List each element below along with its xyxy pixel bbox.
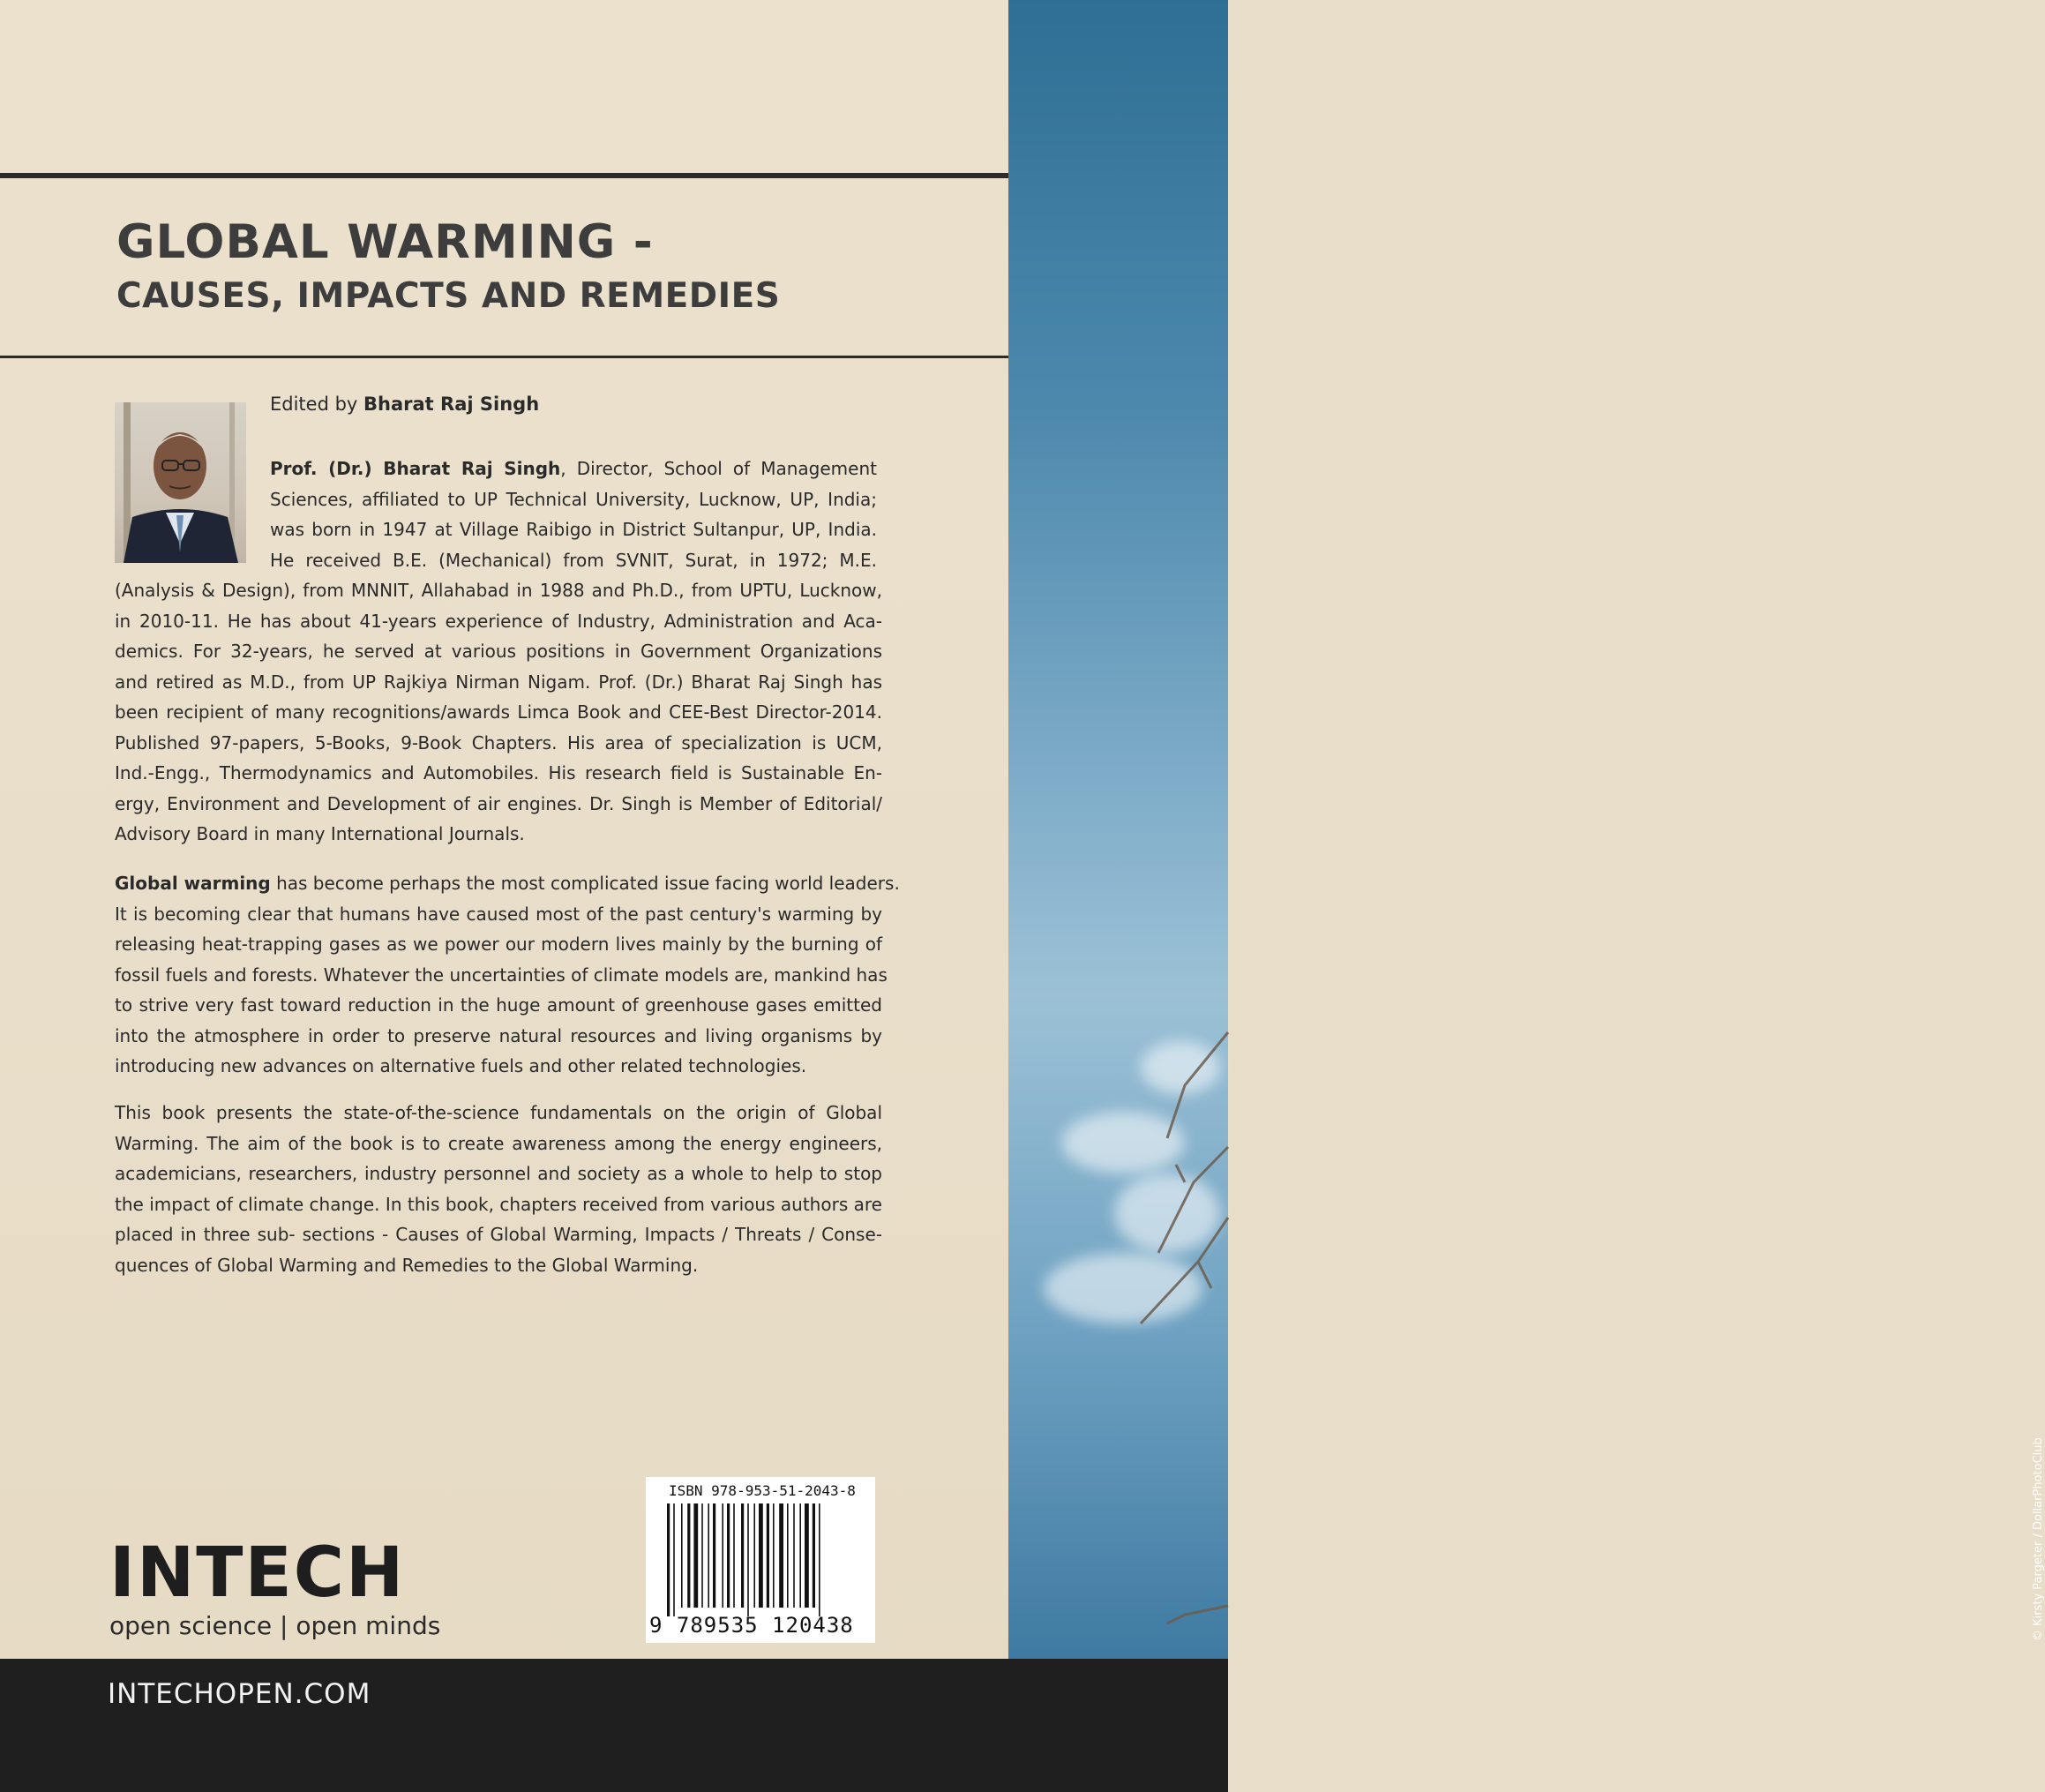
publisher-tagline: open science | open minds <box>109 1611 441 1640</box>
barcode-bar <box>787 1503 789 1608</box>
global-warming-paragraph <box>115 868 900 1082</box>
bio-line: Published 97-papers, 5-Books, 9-Book Chapters. His area of specialization is UCM, <box>115 731 882 754</box>
isbn-barcode <box>646 1477 875 1643</box>
barcode-bar <box>767 1503 769 1608</box>
barcode-bar <box>813 1503 815 1608</box>
barcode-bar <box>667 1503 670 1616</box>
barcode-bar <box>713 1503 715 1608</box>
paragraph-line: the impact of climate change. In this book, chapters received from various authors are <box>115 1193 882 1215</box>
bio-line: ergy, Environment and Development of air engines. Dr. Singh is Member of Editorial/ <box>115 792 882 814</box>
barcode-bar <box>753 1503 755 1608</box>
author-photo <box>115 402 246 563</box>
paragraph-line: introducing new advances on alternative fuels and other related technologies. <box>115 1055 807 1076</box>
bio-line: Advisory Board in many International Journals. <box>115 823 525 844</box>
bio-line: Prof. (Dr.) Bharat Raj Singh, Director, School of Management <box>270 458 877 479</box>
edited-by-prefix: Edited by <box>270 394 364 415</box>
edited-by <box>270 394 539 415</box>
barcode-bar <box>741 1503 744 1608</box>
barcode-bar <box>773 1503 775 1608</box>
paragraph-line: into the atmosphere in order to preserve natural resources and living organisms by <box>115 1024 882 1046</box>
barcode-bar <box>819 1503 820 1616</box>
photo-credit: © Kirsty Pargeter / DollarPhotoClub <box>2032 1437 2045 1641</box>
intech-logo: INTECH <box>109 1533 406 1613</box>
barcode-bar <box>687 1503 690 1608</box>
bio-line: and retired as M.D., from UP Rajkiya Nirman Nigam. Prof. (Dr.) Bharat Raj Singh has <box>115 671 882 693</box>
bio-body <box>115 575 882 850</box>
barcode-bar <box>673 1503 675 1616</box>
paragraph-line: quences of Global Warming and Remedies to the Global Warming. <box>115 1254 699 1276</box>
bio-line: Sciences, affiliated to UP Technical University, Lucknow, UP, India; <box>270 488 877 510</box>
spine-sky-image <box>1008 0 2045 1659</box>
editor-name: Bharat Raj Singh <box>363 394 540 415</box>
bottom-rule <box>0 356 1008 358</box>
lead-term: Global warming <box>115 873 271 894</box>
paragraph-line: fossil fuels and forests. Whatever the uncertainties of climate models are, mankind has <box>115 963 888 986</box>
bio-line: been recipient of many recognitions/awards Limca Book and CEE-Best Director-2014. <box>115 701 882 723</box>
bio-line: Ind.-Engg., Thermodynamics and Automobiles. His research field is Sustainable En- <box>115 762 882 784</box>
bio-intro <box>270 454 877 575</box>
title-line-1: GLOBAL WARMING - <box>116 215 654 269</box>
barcode-bar <box>733 1503 735 1608</box>
barcode-bar <box>708 1503 709 1608</box>
bio-line: He received B.E. (Mechanical) from SVNIT, Surat, in 1972; M.E. <box>270 549 877 571</box>
isbn-number: ISBN 978-953-51-2043-8 <box>669 1482 856 1499</box>
bio-name: Prof. (Dr.) Bharat Raj Singh <box>270 458 561 479</box>
barcode-bar <box>701 1503 703 1608</box>
barcode-bar <box>805 1503 809 1608</box>
paragraph-line: It is becoming clear that humans have caused most of the past century's warming by <box>115 903 882 925</box>
barcode-bar <box>681 1503 683 1608</box>
bio-line: was born in 1947 at Village Raibigo in District Sultanpur, UP, India. <box>270 519 877 540</box>
paragraph-line: placed in three sub- sections - Causes of Global Warming, Impacts / Threats / Conse- <box>115 1224 882 1245</box>
top-rule <box>0 173 1008 178</box>
publisher-url[interactable]: INTECHOPEN.COM <box>108 1678 371 1710</box>
paragraph-line: Warming. The aim of the book is to create awareness among the energy engineers, <box>115 1132 882 1154</box>
tree-branches-illustration <box>1008 0 1228 1659</box>
barcode-bar <box>747 1503 749 1616</box>
bio-line: (Analysis & Design), from MNNIT, Allahabad in 1988 and Ph.D., from UPTU, Lucknow, <box>115 580 882 601</box>
barcode-bar <box>727 1503 730 1608</box>
barcode-bar <box>793 1503 795 1608</box>
bio-line: in 2010-11. He has about 41-years experience of Industry, Administration and Aca- <box>115 610 882 632</box>
paragraph-line: This book presents the state-of-the-science fundamentals on the origin of Global <box>115 1102 882 1123</box>
barcode-bar <box>693 1503 698 1608</box>
barcode-bars <box>667 1503 852 1616</box>
paragraph-line: academicians, researchers, industry personnel and society as a whole to help to stop <box>115 1163 882 1184</box>
paragraph-line: to strive very fast toward reduction in the huge amount of greenhouse gases emitted <box>115 994 882 1016</box>
barcode-bar <box>779 1503 783 1608</box>
paragraph-line: Global warming has become perhaps the most complicated issue facing world leaders. <box>115 873 900 894</box>
barcode-bar <box>759 1503 763 1608</box>
book-summary-paragraph <box>115 1098 882 1280</box>
barcode-bar <box>722 1503 723 1608</box>
title-line-2: CAUSES, IMPACTS AND REMEDIES <box>116 276 781 316</box>
bio-line: demics. For 32-years, he served at various positions in Government Organizations <box>115 641 882 662</box>
paragraph-line: releasing heat-trapping gases as we power our modern lives mainly by the burning of <box>115 933 882 955</box>
barcode-digits: 9 789535 120438 <box>649 1613 854 1638</box>
barcode-bar <box>799 1503 801 1608</box>
